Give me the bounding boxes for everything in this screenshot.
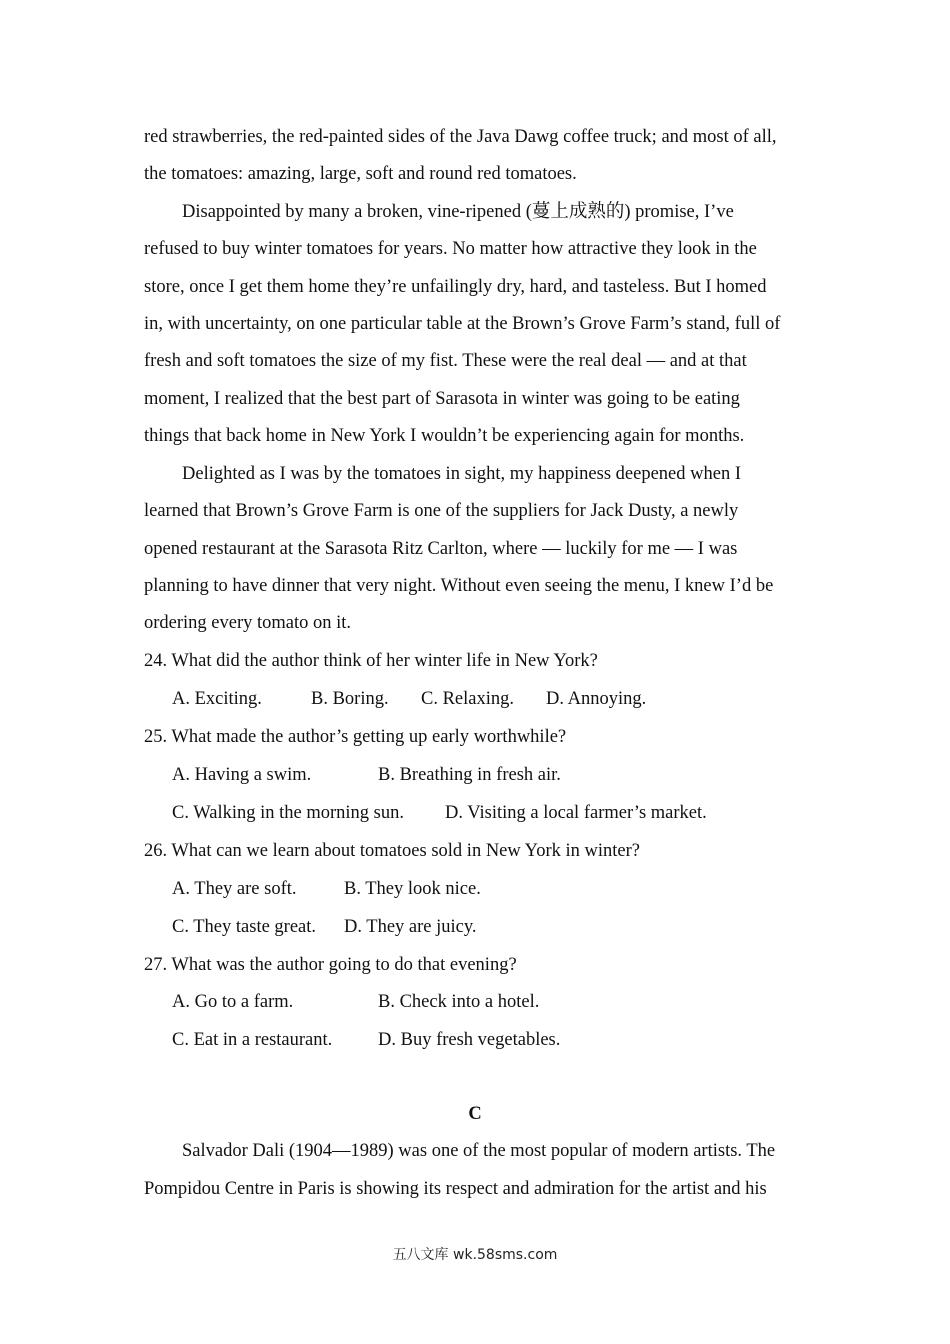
option-a: A. They are soft. [172, 879, 297, 899]
question-options-25 [172, 763, 561, 787]
passage-line: Salvador Dali (1904—1989) was one of the most popular of modern artists. The [182, 1141, 776, 1161]
option-a: A. Having a swim. [172, 765, 312, 785]
passage-line: opened restaurant at the Sarasota Ritz Carlton, where — luckily for me — I was [144, 539, 738, 559]
passage-line: red strawberries, the red-painted sides of the Java Dawg coffee truck; and most of all, [144, 127, 777, 147]
passage-line: refused to buy winter tomatoes for years. No matter how attractive they look in the [144, 239, 757, 259]
option-d: D. Visiting a local farmer’s market. [445, 803, 707, 823]
question-options-26-cd [172, 915, 477, 939]
option-c: C. Relaxing. [421, 689, 515, 709]
passage-line: Pompidou Centre in Paris is showing its respect and admiration for the artist and his [144, 1179, 767, 1199]
option-b: B. Breathing in fresh air. [378, 765, 561, 785]
passage-line: learned that Brown’s Grove Farm is one of the suppliers for Jack Dusty, a newly [144, 501, 739, 521]
option-a: A. Go to a farm. [172, 992, 294, 1012]
passage-line: the tomatoes: amazing, large, soft and round red tomatoes. [144, 164, 577, 184]
option-c: C. They taste great. [172, 917, 317, 937]
question-options-25-cd [172, 801, 707, 825]
option-c: C. Eat in a restaurant. [172, 1030, 333, 1050]
option-c: C. Walking in the morning sun. [172, 803, 404, 823]
passage-line: fresh and soft tomatoes the size of my fist. These were the real deal — and at that [144, 351, 747, 371]
passage-line: moment, I realized that the best part of Sarasota in winter was going to be eating [144, 389, 740, 409]
page-footer: 五八文库 wk.58sms.com [392, 1247, 558, 1263]
question-stem-27: 27. What was the author going to do that evening? [144, 955, 517, 975]
passage-line: planning to have dinner that very night. Without even seeing the menu, I knew I’d be [144, 576, 774, 596]
passage-line: Delighted as I was by the tomatoes in sight, my happiness deepened when I [182, 464, 741, 484]
question-stem-25: 25. What made the author’s getting up early worthwhile? [144, 727, 567, 747]
passage-line: Disappointed by many a broken, vine-ripened (蔓上成熟的) promise, I’ve [182, 202, 734, 222]
question-options-27 [172, 990, 539, 1014]
option-d: D. Annoying. [546, 689, 647, 709]
option-b: B. Check into a hotel. [378, 992, 540, 1012]
question-options-27-cd [172, 1028, 560, 1052]
question-stem-26: 26. What can we learn about tomatoes sold in New York in winter? [144, 841, 640, 861]
question-options-24 [172, 687, 646, 711]
option-b: B. Boring. [311, 689, 389, 709]
option-d: D. They are juicy. [344, 917, 477, 937]
question-stem-24: 24. What did the author think of her winter life in New York? [144, 651, 598, 671]
question-options-26 [172, 877, 481, 901]
option-a: A. Exciting. [172, 689, 262, 709]
passage-line: things that back home in New York I wouldn’t be experiencing again for months. [144, 426, 745, 446]
option-d: D. Buy fresh vegetables. [378, 1030, 561, 1050]
passage-line: ordering every tomato on it. [144, 613, 352, 633]
passage-line: in, with uncertainty, on one particular table at the Brown’s Grove Farm’s stand, full of [144, 314, 781, 334]
option-b: B. They look nice. [344, 879, 481, 899]
passage-line: store, once I get them home they’re unfailingly dry, hard, and tasteless. But I homed [144, 277, 767, 297]
section-heading: C [468, 1104, 482, 1124]
